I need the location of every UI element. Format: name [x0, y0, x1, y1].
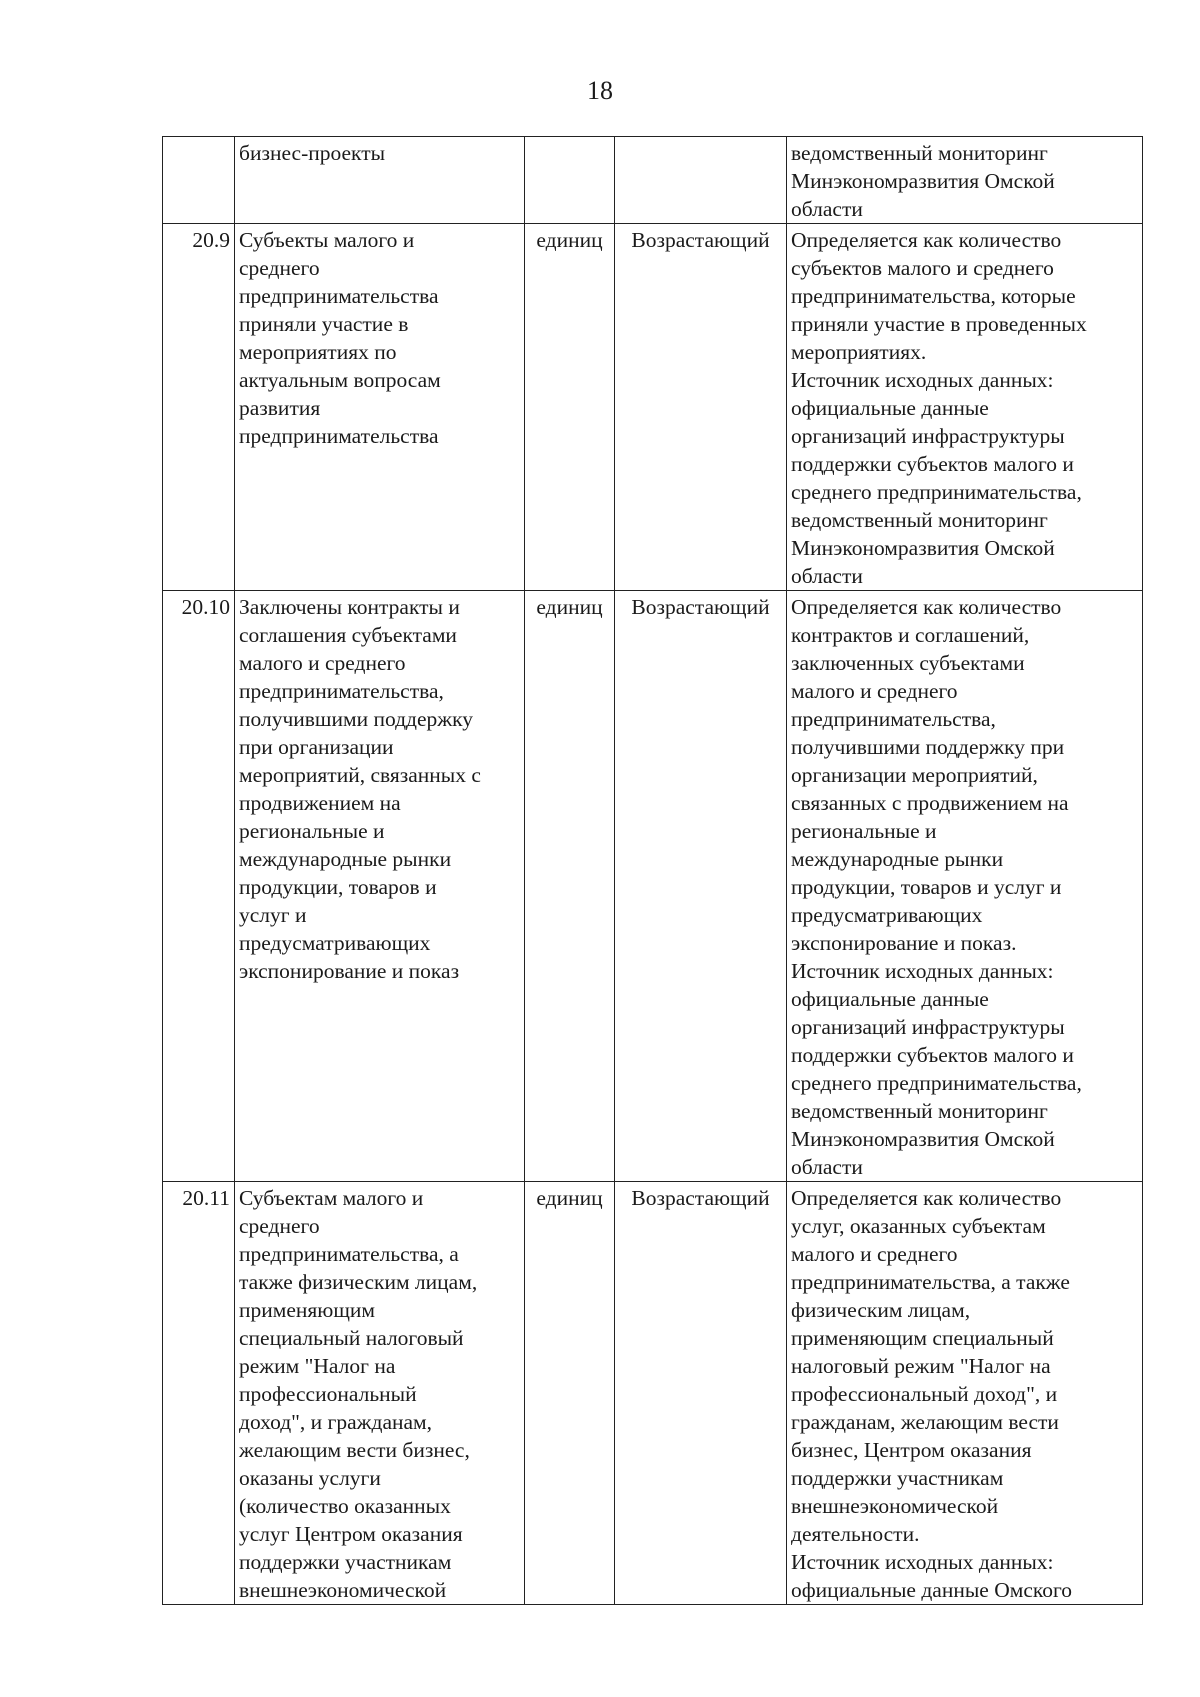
table-row [163, 224, 1143, 591]
indicator-description: Определяется как количество контрактов и соглашений, заключенных субъектами малого и среднего предпринимательства, получившими поддержку при организации мероприятий, связанных с продвижением на региональные и международные рынки продукции, товаров и услуг и предусматривающих экспонирование и показ. Источник исходных данных: официальные данные организаций инфраструктуры поддержки субъектов малого и среднего предпринимательства, ведомственный мониторинг Минэкономразвития Омской области [787, 591, 1143, 1182]
trend-direction: Возрастающий [615, 1182, 787, 1605]
row-number: 20.9 [163, 224, 235, 591]
table-row [163, 1182, 1143, 1605]
indicator-description: Определяется как количество услуг, оказанных субъектам малого и среднего предпринимательства, а также физическим лицам, применяющим специальный налоговый режим "Налог на профессиональный доход", и гражданам, желающим вести бизнес, Центром оказания поддержки участникам внешнеэкономической деятельности. Источник исходных данных: официальные данные Омского [787, 1182, 1143, 1605]
row-number: 20.11 [163, 1182, 235, 1605]
table-row [163, 591, 1143, 1182]
unit-of-measure [525, 137, 615, 224]
trend-direction: Возрастающий [615, 591, 787, 1182]
indicator-description: ведомственный мониторинг Минэкономразвития Омской области [787, 137, 1143, 224]
unit-of-measure: единиц [525, 591, 615, 1182]
unit-of-measure: единиц [525, 1182, 615, 1605]
indicator-name: бизнес-проекты [235, 137, 525, 224]
indicators-table [162, 136, 1143, 1605]
trend-direction: Возрастающий [615, 224, 787, 591]
indicator-name: Субъектам малого и среднего предпринимательства, а также физическим лицам, применяющим специальный налоговый режим "Налог на профессиональный доход", и гражданам, желающим вести бизнес, оказаны услуги (количество оказанных услуг Центром оказания поддержки участникам внешнеэкономической [235, 1182, 525, 1605]
indicator-name: Субъекты малого и среднего предпринимательства приняли участие в мероприятиях по актуальным вопросам развития предпринимательства [235, 224, 525, 591]
row-number: 20.10 [163, 591, 235, 1182]
unit-of-measure: единиц [525, 224, 615, 591]
indicator-description: Определяется как количество субъектов малого и среднего предпринимательства, которые приняли участие в проведенных мероприятиях. Источник исходных данных: официальные данные организаций инфраструктуры поддержки субъектов малого и среднего предпринимательства, ведомственный мониторинг Минэкономразвития Омской области [787, 224, 1143, 591]
page-number: 18 [587, 76, 613, 105]
trend-direction [615, 137, 787, 224]
table-row [163, 137, 1143, 224]
row-number [163, 137, 235, 224]
indicator-name: Заключены контракты и соглашения субъектами малого и среднего предпринимательства, получившими поддержку при организации мероприятий, связанных с продвижением на региональные и международные рынки продукции, товаров и услуг и предусматривающих экспонирование и показ [235, 591, 525, 1182]
